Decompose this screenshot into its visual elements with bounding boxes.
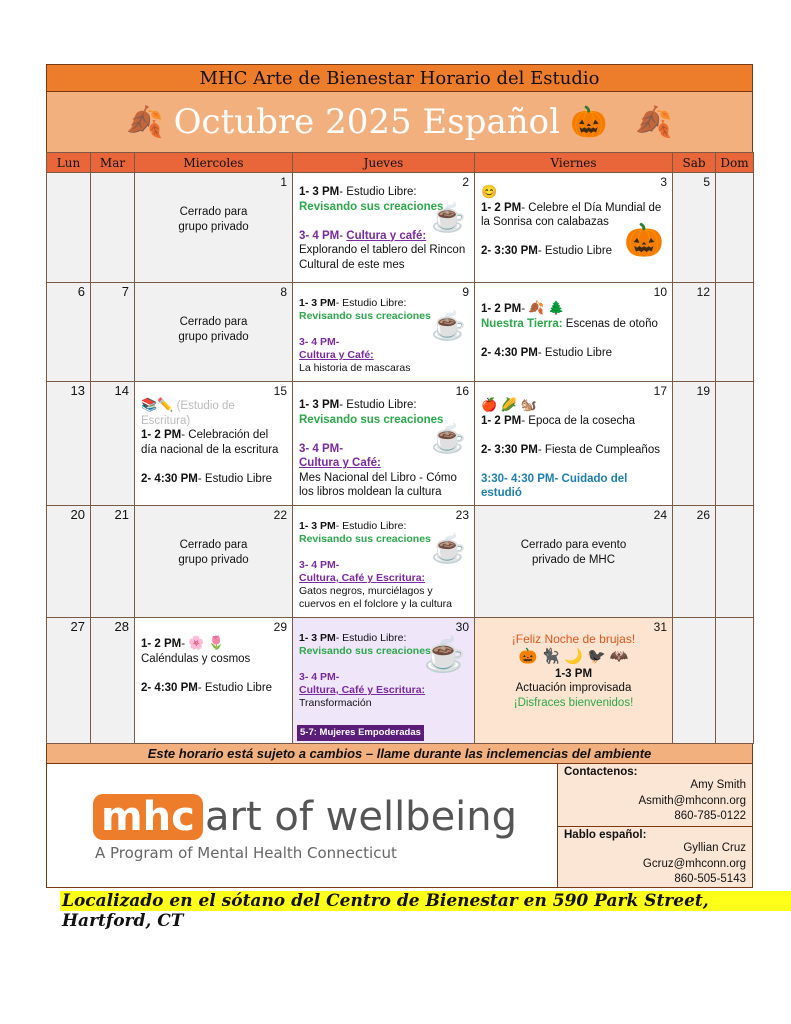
schedule-notice: Este horario está sujeto a cambios – llame durante las inclemencias del ambiente bbox=[46, 744, 753, 764]
day-number: 23 bbox=[455, 508, 469, 522]
studio-title: MHC Arte de Bienestar Horario del Estudio bbox=[46, 64, 753, 92]
day-cell bbox=[47, 173, 91, 283]
day-cell-tue bbox=[91, 506, 135, 618]
day-number: 15 bbox=[273, 384, 287, 398]
coffee-mug-icon: ☕ bbox=[423, 636, 466, 674]
event-desc: - Estudio Libre bbox=[537, 245, 613, 257]
event-subtitle: Revisando sus creaciones bbox=[299, 200, 444, 213]
day-label: Sab bbox=[673, 153, 716, 173]
closed-note: Cerrado para evento privado de MHC bbox=[520, 539, 627, 566]
day-number: 29 bbox=[273, 620, 287, 634]
contact-email[interactable]: Gcruz@mhconn.org bbox=[642, 857, 746, 870]
day-number: 7 bbox=[121, 284, 129, 299]
weekday-header bbox=[47, 153, 754, 173]
event-desc: - Estudio Libre: bbox=[335, 632, 407, 644]
event-desc: Escenas de otoño bbox=[562, 317, 658, 330]
day-number: 1 bbox=[280, 175, 287, 189]
event-time: 1- 2 PM bbox=[141, 429, 182, 441]
event-link: Cultura, Café y Escritura: bbox=[299, 572, 426, 584]
day-cell-mon bbox=[47, 283, 91, 382]
event-desc: - Estudio Libre: bbox=[335, 297, 407, 309]
event-time: 2- 4:30 PM bbox=[141, 472, 198, 485]
event-link: Cultura y Café: bbox=[299, 349, 374, 361]
halloween-icons: 🎃 🐈‍⬛ 🌙 🐦‍⬛ 🦇 bbox=[518, 647, 629, 665]
event-desc: - Celebración del día nacional de la escritura bbox=[141, 429, 279, 456]
event-desc: - Estudio Libre bbox=[537, 346, 613, 359]
event-time: 2- 3:30 PM bbox=[481, 443, 538, 456]
event-desc: - Estudio Libre: bbox=[339, 186, 417, 198]
closed-note: Cerrado para grupo privado bbox=[178, 539, 249, 566]
event-time: 1- 2 PM bbox=[141, 638, 182, 650]
coffee-mug-icon: ☕ bbox=[431, 202, 466, 233]
day-cell-sat bbox=[673, 618, 716, 744]
event-desc: - Estudio Libre bbox=[197, 472, 273, 485]
day-cell-fri bbox=[475, 283, 673, 382]
week-row bbox=[47, 382, 754, 506]
event-time: 1-3 PM bbox=[554, 667, 593, 680]
day-number: 3 bbox=[660, 175, 667, 189]
day-cell-fri bbox=[475, 506, 673, 618]
day-cell-sat bbox=[673, 382, 716, 506]
event-time: 1- 2 PM bbox=[481, 201, 522, 214]
event-subtitle: Revisando sus creaciones bbox=[299, 413, 444, 426]
day-cell-wed bbox=[135, 618, 293, 744]
closed-note: Cerrado para grupo privado bbox=[178, 206, 249, 233]
month-title: Octubre 2025 Español bbox=[173, 102, 560, 142]
leaf-icon: 🍂 bbox=[126, 104, 164, 140]
day-number: 30 bbox=[455, 620, 469, 634]
contact-phone[interactable]: 860-785-0122 bbox=[674, 810, 746, 822]
event-time: 1- 3 PM bbox=[299, 399, 340, 411]
event-desc: - Estudio Libre bbox=[197, 681, 273, 694]
day-cell-mon bbox=[47, 506, 91, 618]
month-banner bbox=[46, 92, 753, 152]
day-label: Mar bbox=[91, 153, 135, 173]
location-banner: Localizado en el sótano del Centro de Bienestar en 590 Park Street, Hartford, CT bbox=[60, 891, 791, 911]
footer bbox=[46, 764, 753, 888]
day-cell-sat bbox=[673, 283, 716, 382]
harvest-icon: 🍎 🌽 🐿️ bbox=[481, 397, 537, 412]
contact-email[interactable]: Asmith@mhconn.org bbox=[638, 794, 746, 807]
day-number: 16 bbox=[455, 384, 469, 398]
special-event-bar: 5-7: Mujeres Empoderadas bbox=[297, 725, 424, 742]
event-desc: - bbox=[521, 303, 529, 315]
event-time: 2- 4:30 PM bbox=[141, 681, 198, 694]
leaf-icon: 🍂 bbox=[635, 104, 673, 140]
event-desc: Transformación bbox=[299, 697, 372, 709]
event-note: (Estudio de Escritura) bbox=[141, 400, 235, 427]
day-label: Dom bbox=[716, 153, 754, 173]
day-number: 2 bbox=[462, 175, 469, 189]
day-cell-wed bbox=[135, 382, 293, 506]
day-cell-sat bbox=[673, 173, 716, 283]
event-link: Cultura, Café y Escritura: bbox=[299, 684, 426, 696]
day-cell-tue bbox=[91, 283, 135, 382]
coffee-mug-icon: ☕ bbox=[431, 533, 466, 564]
event-desc: - Epoca de la cosecha bbox=[521, 414, 636, 427]
day-cell-mon bbox=[47, 618, 91, 744]
day-cell-tue bbox=[91, 382, 135, 506]
day-cell bbox=[91, 173, 135, 283]
event-subtitle: Nuestra Tierra: bbox=[481, 317, 563, 330]
day-cell-wed bbox=[135, 506, 293, 618]
leaf-tree-icon: 🍂 🌲 bbox=[528, 300, 565, 315]
day-number: 24 bbox=[653, 508, 667, 522]
day-cell-thu bbox=[293, 283, 475, 382]
day-label: Lun bbox=[47, 153, 91, 173]
day-label: Viernes bbox=[475, 153, 673, 173]
day-cell-fri bbox=[475, 173, 673, 283]
day-number: 8 bbox=[280, 285, 287, 299]
calendar-page bbox=[46, 64, 753, 888]
day-number: 14 bbox=[114, 383, 129, 398]
event-time: 3- 4 PM- bbox=[299, 559, 340, 571]
event-time: 1- 2 PM bbox=[481, 414, 522, 427]
day-number: 26 bbox=[696, 508, 710, 522]
pumpkin-icon: 🎃 bbox=[569, 104, 608, 140]
day-cell-fri bbox=[475, 382, 673, 506]
event-desc: - Estudio Libre: bbox=[339, 399, 417, 411]
smile-icon: 😊 bbox=[481, 184, 498, 199]
day-number: 31 bbox=[653, 620, 667, 634]
logo-program: A Program of Mental Health Connecticut bbox=[95, 844, 397, 862]
contact-heading: Hablo español: bbox=[564, 829, 647, 841]
day-number: 17 bbox=[653, 384, 667, 398]
contact-block bbox=[558, 826, 752, 888]
books-pencil-icon: 📚✏️ bbox=[141, 397, 174, 412]
halloween-title: ¡Feliz Noche de brujas! bbox=[511, 632, 636, 646]
contact-name: Amy Smith bbox=[690, 779, 746, 791]
event-subtitle: Revisando sus creaciones bbox=[299, 310, 431, 322]
day-cell-tue bbox=[91, 618, 135, 744]
day-number: 19 bbox=[696, 384, 710, 398]
contact-phone[interactable]: 860-505-5143 bbox=[674, 873, 746, 885]
day-cell-sun bbox=[716, 382, 754, 506]
event-time: 1- 3 PM bbox=[299, 297, 336, 309]
coffee-mug-icon: ☕ bbox=[431, 310, 466, 341]
day-number: 13 bbox=[70, 383, 85, 398]
closed-note: Cerrado para grupo privado bbox=[178, 316, 249, 343]
event-desc: Gatos negros, murciélagos y cuervos en el folclore y la cultura bbox=[299, 585, 452, 610]
day-cell-wed bbox=[135, 283, 293, 382]
event-link: Cultura y Café: bbox=[299, 457, 381, 469]
event-desc: - Celebre el Día Mundial de la Sonrisa con calabazas bbox=[481, 201, 662, 228]
event-time: 3- 4 PM bbox=[299, 229, 340, 242]
event-time: 1- 2 PM bbox=[481, 303, 522, 315]
day-cell-thu bbox=[293, 618, 475, 744]
calendar-grid bbox=[46, 152, 754, 744]
day-label: Miercoles bbox=[135, 153, 293, 173]
week-row bbox=[47, 283, 754, 382]
event-desc: Explorando el tablero del Rincon Cultural de este mes bbox=[299, 244, 466, 271]
event-desc: ¡Disfraces bienvenidos! bbox=[513, 696, 634, 709]
event-time: 1- 3 PM bbox=[299, 632, 336, 644]
week-row bbox=[47, 618, 754, 744]
contact-heading: Contactenos: bbox=[564, 766, 638, 778]
day-cell-sun bbox=[716, 283, 754, 382]
day-cell-thu bbox=[293, 506, 475, 618]
coffee-mug-icon: ☕ bbox=[431, 423, 466, 454]
logo-wellbeing: art of wellbeing bbox=[205, 794, 518, 840]
event-link: Cultura y café: bbox=[346, 229, 427, 242]
event-desc: La historia de mascaras bbox=[299, 362, 411, 374]
day-number: 27 bbox=[70, 619, 85, 634]
day-number: 22 bbox=[273, 508, 287, 522]
event-desc: Mes Nacional del Libro - Cómo los libros moldean la cultura bbox=[299, 471, 457, 498]
day-cell-sun bbox=[716, 173, 754, 283]
day-number: 10 bbox=[653, 285, 667, 299]
day-cell-fri bbox=[475, 618, 673, 744]
day-number: 6 bbox=[77, 284, 85, 299]
event-subtitle: Revisando sus creaciones bbox=[299, 533, 431, 545]
day-number: 9 bbox=[462, 285, 469, 299]
contact-name: Gyllian Cruz bbox=[683, 842, 746, 854]
event-desc: - Estudio Libre: bbox=[335, 520, 407, 532]
day-cell-wed bbox=[135, 173, 293, 283]
event-time: 1- 3 PM bbox=[299, 186, 340, 198]
day-cell-mon bbox=[47, 382, 91, 506]
event-time: 1- 3 PM bbox=[299, 520, 336, 532]
flowers-icon: 🌸 🌷 bbox=[188, 635, 225, 650]
week-row bbox=[47, 173, 754, 283]
event-desc: - Fiesta de Cumpleaños bbox=[537, 443, 660, 456]
event-time: 3- 4 PM- bbox=[299, 671, 340, 683]
jack-o-lantern-icon: 🎃 bbox=[624, 222, 664, 258]
day-cell-thu bbox=[293, 382, 475, 506]
day-number: 28 bbox=[114, 619, 129, 634]
event-time: 2- 4:30 PM bbox=[481, 346, 538, 359]
day-cell-sun bbox=[716, 506, 754, 618]
day-number: 5 bbox=[703, 175, 710, 189]
event-desc: Actuación improvisada bbox=[515, 682, 632, 694]
event-subtitle: Revisando sus creaciones bbox=[299, 645, 431, 657]
day-number: 20 bbox=[70, 507, 85, 522]
event-desc: - Cuidado del estudió bbox=[481, 472, 628, 499]
contact-box bbox=[557, 764, 752, 887]
event-desc: Caléndulas y cosmos bbox=[141, 652, 251, 665]
event-time: 3- 4 PM- bbox=[299, 442, 344, 455]
week-row bbox=[47, 506, 754, 618]
event-time: 3- 4 PM- bbox=[299, 336, 340, 348]
event-time: 3:30- 4:30 PM bbox=[481, 472, 555, 485]
event-desc: - bbox=[181, 638, 189, 650]
day-cell-sun bbox=[716, 618, 754, 744]
day-cell-thu: 2 1- 3 PM- Estudio Libre: Revisando sus creaciones 3- 4 PM- Cultura y café: Explorando el tablero del Rincon Cultural de este mes ☕ bbox=[293, 173, 475, 283]
event-time: 2- 3:30 PM bbox=[481, 245, 538, 257]
day-number: 12 bbox=[696, 285, 710, 299]
mhc-logo bbox=[47, 764, 557, 887]
day-number: 21 bbox=[114, 507, 129, 522]
day-label: Jueves bbox=[293, 153, 475, 173]
day-cell-sat bbox=[673, 506, 716, 618]
contact-block bbox=[558, 764, 752, 826]
logo-mhc: mhc bbox=[93, 794, 203, 840]
